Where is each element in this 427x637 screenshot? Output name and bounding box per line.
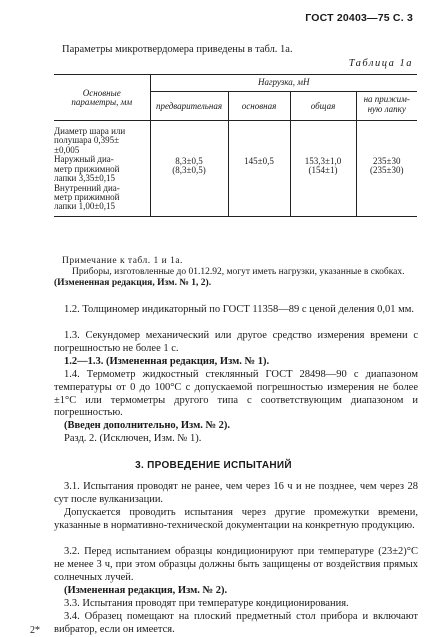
first-col-header: Основные параметры, мм xyxy=(54,75,150,121)
parameters-table xyxy=(54,74,417,217)
paragraph-3-3: 3.3. Испытания проводят при температуре кондиционирования. xyxy=(64,598,349,609)
intro-text: Параметры микротвердомера приведены в табл. 1а. xyxy=(62,44,293,55)
value-foot: 235±30 (235±30) xyxy=(356,120,417,216)
amendment-1-4: (Введен дополнительно, Изм. № 2). xyxy=(64,420,231,431)
page-footer-mark: 2* xyxy=(30,625,40,636)
paragraph-3-1-b: Допускается проводить испытания через другие промежутки времени, указанные в нормативно-технической документации на конкретную продукцию. xyxy=(54,507,418,531)
table-note xyxy=(54,256,418,290)
section-2-text: Разд. 2. (Исключен, Изм. № 1). xyxy=(64,433,202,444)
load-group-header: Нагрузка, мН xyxy=(150,75,417,92)
col-header-total: общая xyxy=(290,92,356,120)
paragraph-1-2: 1.2. Толщиномер индикаторный по ГОСТ 11358—89 с ценой деления 0,01 мм. xyxy=(64,304,415,315)
note-text: Приборы, изготовленные до 01.12.92, могут иметь нагрузки, указанные в скобках. xyxy=(72,267,405,278)
value-preliminary: 8,3±0,5 (8,3±0,5) xyxy=(150,120,228,216)
col-header-preliminary: предварительная xyxy=(150,92,228,120)
row-names: Диаметр шара или полушара 0,395± ±0,005 Наружный диа- метр прижимной лапки 3,35±0,15 Внутренний диа- метр прижимной лапки 1,00±0,15 xyxy=(54,125,126,212)
note-label: Примечание к табл. 1 и 1а. xyxy=(62,256,183,266)
amendment-1-2-1-3: 1.2—1.3. (Измененная редакция, Изм. № 1). xyxy=(64,356,270,367)
value-total: 153,3±1,0 (154±1) xyxy=(290,120,356,216)
amendment-3-2: (Измененная редакция, Изм. № 2). xyxy=(64,585,228,596)
paragraph-3-4: 3.4. Образец помещают на плоский предметный стол прибора и включают вибратор, если он имеется. xyxy=(54,611,418,635)
table-row xyxy=(54,120,417,216)
paragraph-1-4: 1.4. Термометр жидкостный стеклянный ГОСТ 28498—90 с диапазоном температуры от 0 до 100°С с допускаемой погрешностью измерения не более ±1°С или термометры другого типа с соответствующим диапазоном и погрешностью. xyxy=(54,369,418,419)
table-title: Таблица 1а xyxy=(348,58,413,69)
note-amendment: (Измененная редакция, Изм. № 1, 2). xyxy=(54,278,212,289)
section-2-note xyxy=(54,433,418,446)
value-main: 145±0,5 xyxy=(228,120,290,216)
table-bottom-rule xyxy=(54,216,417,217)
paragraph-1-3: 1.3. Секундомер механический или другое средство измерения времени с погрешностью не более 1 с. xyxy=(54,330,418,354)
col-header-foot: на прижим-ную лапку xyxy=(356,92,417,120)
paragraph-3-2: 3.2. Перед испытанием образцы кондиционируют при температуре (23±2)°С не менее 3 ч, при этом образцы должны быть защищены от воздействия прямых солнечных лучей. xyxy=(54,546,418,583)
page-header: ГОСТ 20403—75 С. 3 xyxy=(305,12,413,24)
section-3-heading: 3. ПРОВЕДЕНИЕ ИСПЫТАНИЙ xyxy=(135,460,292,471)
paragraph-3-1: 3.1. Испытания проводят не ранее, чем через 16 ч и не позднее, чем через 28 сут после вулканизации. xyxy=(54,481,418,505)
col-header-main: основная xyxy=(228,92,290,120)
